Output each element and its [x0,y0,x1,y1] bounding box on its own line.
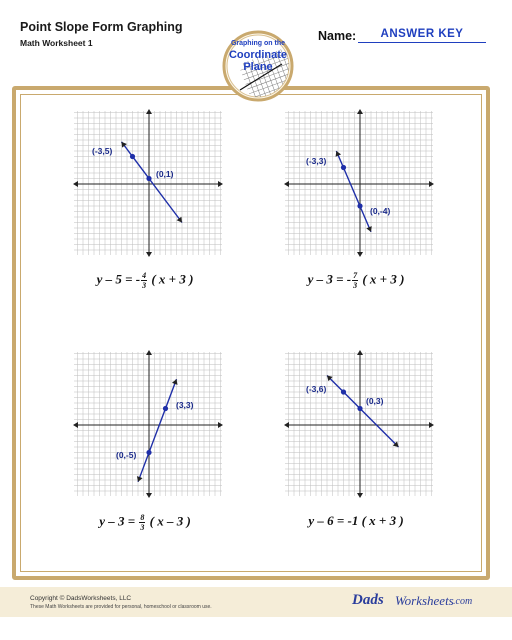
copyright-text: Copyright © DadsWorksheets, LLC [30,595,132,602]
plotted-line [327,376,399,448]
plotted-point [341,389,346,394]
usage-note: These Math Worksheets are provided for personal, homeschool or classroom use. [30,604,212,610]
slope-fraction [352,271,358,290]
y-axis-arrow-up-icon [146,350,152,355]
x-axis-arrow-left-icon [284,181,289,187]
point-label: (0,-4) [370,206,391,216]
slope-denominator: 3 [353,281,358,290]
worksheet-subtitle: Math Worksheet 1 [20,38,93,48]
y-axis-arrow-down-icon [146,252,152,257]
y-axis-arrow-up-icon [146,109,152,114]
worksheet-title: Point Slope Form Graphing [20,20,183,34]
badge-text-bottom: Plane [243,61,273,73]
equation-lhs: y – 6 = -1 [308,513,359,528]
name-label: Name: [318,29,357,43]
coordinate-grid-2 [283,103,435,263]
y-axis-arrow-up-icon [357,350,363,355]
equation-lhs: y – 5 = - [96,271,141,287]
equation-3 [45,513,245,532]
line-arrow-start-icon [122,142,127,148]
coordinate-grid-1 [72,103,224,263]
slope-fraction [141,271,147,290]
coordinate-grid-3 [72,344,224,504]
plotted-point [341,165,346,170]
plotted-point [146,450,151,455]
point-label: (3,3) [176,400,194,410]
point-label: (0,1) [156,169,174,179]
site-logo-dads: Dads [352,592,384,608]
slope-denominator: 3 [142,281,147,290]
point-label: (0,3) [366,396,384,406]
equation-1 [45,271,245,290]
plotted-point [146,176,151,181]
point-label: (-3,3) [306,156,327,166]
coordinate-plane-badge [220,30,296,102]
point-label: (-3,5) [92,146,113,156]
equation-rhs: ( x + 3 ) [361,513,404,528]
name-field: ANSWER KEY [358,28,486,43]
plotted-point [130,154,135,159]
x-axis-arrow-left-icon [284,422,289,428]
equation-rhs: ( x + 3 ) [362,271,405,287]
slope-numerator: 4 [142,271,147,280]
slope-fraction [139,513,145,532]
plotted-point [163,406,168,411]
slope-numerator: 7 [353,271,358,280]
equation-4 [256,513,456,529]
y-axis-arrow-down-icon [357,493,363,498]
plotted-point [357,406,362,411]
equation-lhs: y – 3 = - [307,271,352,287]
plotted-line [336,151,371,232]
site-logo-worksheets: Worksheets [395,593,454,608]
point-label: (-3,6) [306,384,327,394]
x-axis-arrow-left-icon [73,181,78,187]
y-axis-arrow-up-icon [357,109,363,114]
coordinate-grid-4 [283,344,435,504]
point-label: (0,-5) [116,450,137,460]
equation-lhs: y – 3 = [99,513,139,529]
site-logo-com: .com [453,596,473,607]
equation-2 [256,271,456,290]
equation-rhs: ( x + 3 ) [151,271,194,287]
plotted-line [122,142,183,223]
slope-numerator: 8 [140,513,145,522]
badge-text-middle: Coordinate [228,49,288,61]
badge-text-top: Graphing on the [230,40,286,47]
slope-denominator: 3 [140,523,145,532]
line-arrow-end-icon [177,217,182,223]
y-axis-arrow-down-icon [146,493,152,498]
x-axis-arrow-left-icon [73,422,78,428]
y-axis-arrow-down-icon [357,252,363,257]
plotted-point [357,203,362,208]
equation-rhs: ( x – 3 ) [149,513,191,529]
